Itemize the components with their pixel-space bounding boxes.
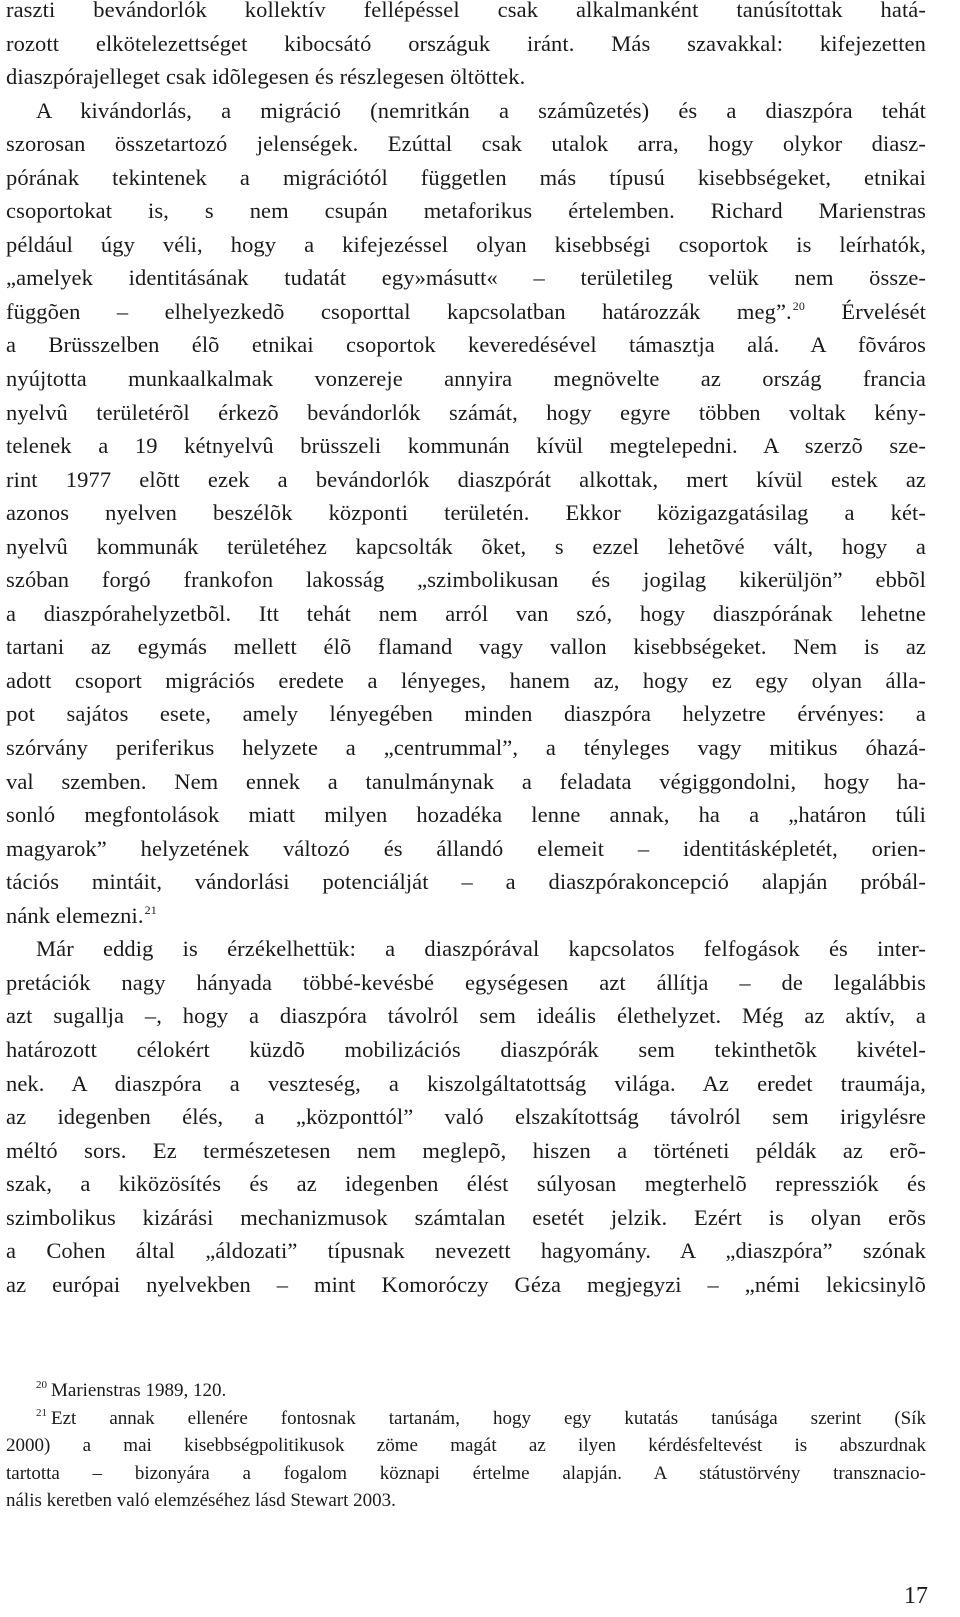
footnotes	[6, 1377, 926, 1515]
text-line: méltó sors. Ez természetesen nem meglepõ, hiszen a történeti példák az erõ-	[6, 1137, 926, 1163]
text-line: azonos nyelven beszélõk központi területén. Ekkor közigazgatásilag a két-	[6, 500, 926, 526]
text-line	[6, 899, 926, 933]
text-line: tartani az egymás mellett élõ flamand vagy vallon kisebbségeket. Nem is az	[6, 634, 926, 660]
text-line: a diaszpórahelyzetbõl. Itt tehát nem arról van szó, hogy diaszpórának lehetne	[6, 600, 926, 626]
text-line: a Cohen által „áldozati” típusnak nevezett hagyomány. A „diaszpóra” szónak	[6, 1238, 926, 1264]
footnote-number: 20	[36, 1379, 47, 1391]
text-line: telenek a 19 kétnyelvû brüsszeli kommunán kívül megtelepedni. A szerzõ sze-	[6, 433, 926, 459]
footnote-text: Ezt annak ellenére fontosnak tartanám, hogy egy kutatás tanúsága szerint (Sík	[51, 1407, 926, 1429]
text-line: csoportokat is, s nem csupán metaforikus értelemben. Richard Marienstras	[6, 198, 926, 224]
text-segment: függõen – elhelyezkedõ csoporttal kapcsolatban határozzák meg”.	[6, 298, 792, 324]
footnote-line	[6, 1377, 926, 1405]
text-line: sonló megfontolások miatt milyen hozadéka lenne annak, ha a „határon túli	[6, 802, 926, 828]
text-line: nyelvû területérõl érkezõ bevándorlók számát, hogy egyre többen voltak kény-	[6, 399, 926, 425]
text-line: adott csoport migrációs eredete a lényeges, hanem az, hogy ez egy olyan álla-	[6, 667, 926, 693]
text-line: szorosan összetartozó jelenségek. Ezúttal csak utalok arra, hogy olykor diasz-	[6, 131, 926, 157]
text-line: szimbolikus kizárási mechanizmusok számtalan esetét jelzik. Ezért is olyan erõs	[6, 1204, 926, 1230]
text-line: raszti bevándorlók kollektív fellépéssel csak alkalmanként tanúsítottak hatá-	[6, 0, 926, 22]
text-line: szóban forgó frankofon lakosság „szimbolikusan és jogilag kikerüljön” ebbõl	[6, 567, 926, 593]
text-line: az idegenben élés, a „központtól” való elszakítottság távolról sem irigylésre	[6, 1104, 926, 1130]
text-line: határozott célokért küzdõ mobilizációs diaszpórák sem tekinthetõk kivétel-	[6, 1036, 926, 1062]
text-line: nyelvû kommunák területéhez kapcsolták õket, s ezzel lehetõvé vált, hogy a	[6, 533, 926, 559]
footnote-line: 2000) a mai kisebbségpolitikusok zöme magát az ilyen kérdésfeltevést is abszurdnak	[6, 1435, 926, 1456]
text-line: diaszpórajelleget csak idõlegesen és részlegesen öltöttek.	[6, 64, 526, 90]
text-line: pot sajátos esete, amely lényegében minden diaszpóra helyzetre érvényes: a	[6, 701, 926, 727]
text-line: pórának tekintenek a migrációtól független más típusú kisebbségeket, etnikai	[6, 164, 926, 190]
text-line: val szemben. Nem ennek a tanulmánynak a feladata végiggondolni, hogy ha-	[6, 768, 926, 794]
text-line: azt sugallja –, hogy a diaszpóra távolról sem ideális élethelyzet. Még az aktív, a	[6, 1003, 926, 1029]
text-line: szak, a kiközösítés és az idegenben élést súlyosan megterhelõ repressziók és	[6, 1171, 926, 1197]
text-line: „amelyek identitásának tudatát egy»másutt« – területileg velük nem össze-	[6, 265, 926, 291]
text-segment: nánk elemezni.	[6, 902, 144, 928]
text-line: nyújtotta munkaalkalmak vonzereje annyira megnövelte az ország francia	[6, 366, 926, 392]
footnote-number: 21	[36, 1406, 47, 1419]
text-line: Már eddig is érzékelhettük: a diaszpórával kapcsolatos felfogások és inter-	[36, 936, 926, 962]
text-line: a Brüsszelben élõ etnikai csoportok keveredésével támasztja alá. A fõváros	[6, 332, 926, 358]
text-line: magyarok” helyzetének változó és állandó elemeit – identitásképletét, orien-	[6, 835, 926, 861]
text-line: az európai nyelvekben – mint Komoróczy Géza megjegyzi – „némi lekicsinylõ	[6, 1271, 926, 1297]
text-line: nek. A diaszpóra a veszteség, a kiszolgáltatottság világa. Az eredet traumája,	[6, 1070, 926, 1096]
footnote-line: nális keretben való elemzéséhez lásd Stewart 2003.	[6, 1490, 396, 1511]
text-line: szórvány periferikus helyzete a „centrummal”, a tényleges vagy mitikus óhazá-	[6, 735, 926, 761]
page-number: 17	[904, 1583, 928, 1609]
text-line: A kivándorlás, a migráció (nemritkán a számûzetés) és a diaszpóra tehát	[36, 97, 926, 123]
main-text	[6, 0, 926, 1301]
footnote-line: tartotta – bizonyára a fogalom köznapi értelme alapján. A státustörvény transznacio-	[6, 1462, 926, 1484]
footnote-text: Marienstras 1989, 120.	[51, 1380, 227, 1401]
text-line: rozott elkötelezettséget kibocsátó országuk iránt. Más szavakkal: kifejezetten	[6, 30, 926, 56]
footnote-line	[6, 1405, 926, 1433]
text-line: tációs mintáit, vándorlási potenciálját – a diaszpórakoncepció alapján próbál-	[6, 869, 926, 895]
footnote-reference: 21	[144, 902, 157, 917]
footnote-reference: 20	[792, 298, 805, 313]
text-line: rint 1977 elõtt ezek a bevándorlók diaszpórát alkottak, mert kívül estek az	[6, 466, 926, 492]
text-line: pretációk nagy hányada többé-kevésbé egységesen azt állítja – de legalábbis	[6, 969, 926, 995]
text-segment: Érvelését	[804, 298, 926, 324]
text-line	[6, 295, 926, 329]
text-line: például úgy véli, hogy a kifejezéssel olyan kisebbségi csoportok is leírhatók,	[6, 231, 926, 257]
